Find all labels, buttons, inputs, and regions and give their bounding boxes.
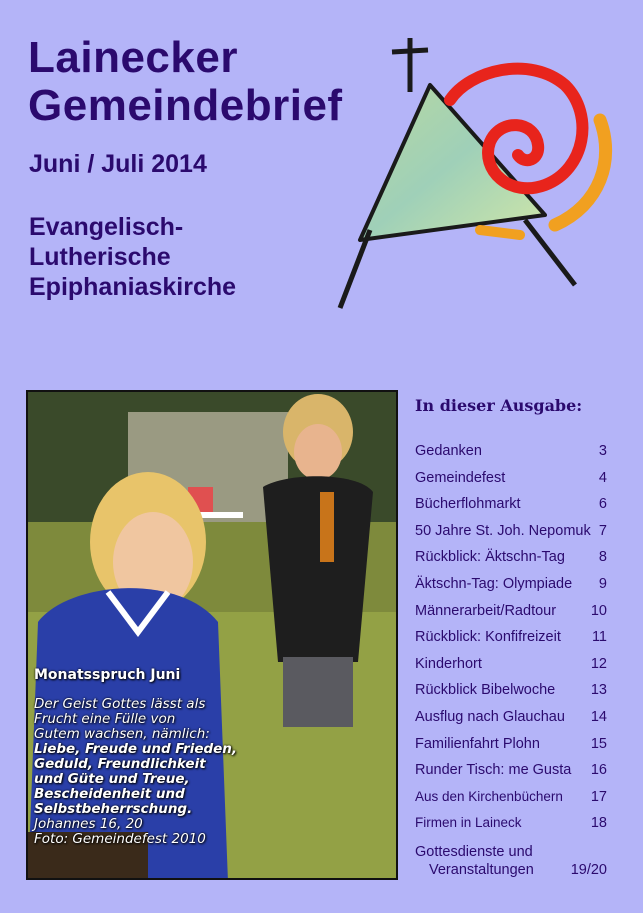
verse-line: Frucht eine Fülle von bbox=[34, 711, 176, 727]
toc-entry[interactable] bbox=[415, 656, 607, 683]
toc-page: 14 bbox=[590, 708, 607, 725]
toc-label: Männerarbeit/Radtour bbox=[415, 602, 557, 619]
toc-label: Bücherflohmarkt bbox=[415, 496, 521, 513]
toc-label: Rückblick: Konfifreizeit bbox=[415, 629, 561, 646]
toc-entry[interactable] bbox=[415, 709, 607, 736]
toc-label: Gottesdienste und bbox=[415, 843, 533, 860]
toc-label: Veranstaltungen bbox=[429, 861, 534, 878]
toc-heading: In dieser Ausgabe: bbox=[415, 396, 583, 415]
toc-label: Kinderhort bbox=[415, 655, 482, 672]
toc-label: 50 Jahre St. Joh. Nepomuk bbox=[415, 522, 591, 539]
photo-credit: Foto: Gemeindefest 2010 bbox=[34, 831, 206, 847]
toc-entry[interactable] bbox=[415, 549, 607, 576]
toc-entry[interactable] bbox=[415, 443, 607, 470]
cross-triangle-spiral-logo bbox=[330, 30, 630, 320]
toc-page: 7 bbox=[598, 522, 607, 539]
toc-page: 17 bbox=[590, 788, 607, 805]
toc-page: 13 bbox=[590, 682, 607, 699]
church-line-2: Lutherische bbox=[29, 243, 171, 271]
toc-label: Familienfahrt Plohn bbox=[415, 735, 540, 752]
toc-page: 15 bbox=[590, 735, 607, 752]
toc-label: Firmen in Laineck bbox=[415, 815, 522, 831]
toc-page: 8 bbox=[598, 549, 607, 566]
toc-page: 9 bbox=[598, 575, 607, 592]
toc-label: Rückblick Bibelwoche bbox=[415, 682, 556, 699]
toc-label: Gedanken bbox=[415, 443, 482, 459]
toc-entry[interactable] bbox=[415, 603, 607, 630]
church-line-3: Epiphaniaskirche bbox=[29, 273, 237, 301]
toc-entry[interactable] bbox=[415, 629, 607, 656]
toc-entry[interactable] bbox=[415, 496, 607, 523]
toc-entry[interactable] bbox=[415, 815, 607, 842]
toc-entry[interactable] bbox=[415, 470, 607, 497]
toc-page: 18 bbox=[590, 815, 607, 832]
toc-label: Aus den Kirchenbüchern bbox=[415, 788, 563, 804]
toc-label: Runder Tisch: me Gusta bbox=[415, 762, 572, 779]
toc-page: 3 bbox=[598, 443, 607, 459]
verse-line: Geduld, Freundlichkeit bbox=[34, 756, 206, 772]
title-line-1: Lainecker bbox=[28, 33, 238, 82]
verse-line: Bescheidenheit und bbox=[34, 786, 185, 802]
toc-page: 12 bbox=[590, 655, 607, 672]
toc-entry-services[interactable] bbox=[415, 843, 607, 879]
newsletter-title bbox=[28, 34, 343, 130]
verse-reference: Johannes 16, 20 bbox=[34, 816, 143, 832]
toc-page: 4 bbox=[598, 469, 607, 486]
toc-entry[interactable] bbox=[415, 762, 607, 789]
issue-date: Juni / Juli 2014 bbox=[29, 150, 207, 178]
church-name bbox=[29, 212, 236, 302]
toc-entry[interactable] bbox=[415, 789, 607, 816]
verse-line: Gutem wachsen, nämlich: bbox=[34, 726, 210, 742]
church-line-1: Evangelisch- bbox=[29, 213, 184, 241]
verse-line: Selbstbeherrschung. bbox=[34, 801, 193, 817]
toc-page: 6 bbox=[598, 496, 607, 513]
verse-line: Liebe, Freude und Frieden, bbox=[34, 741, 238, 757]
toc-label: Rückblick: Äktschn-Tag bbox=[415, 549, 565, 566]
toc-page: 10 bbox=[590, 602, 607, 619]
monthly-verse bbox=[34, 668, 259, 847]
toc-page: 11 bbox=[591, 629, 607, 646]
toc-entry[interactable] bbox=[415, 576, 607, 603]
toc-page: 19/20 bbox=[570, 861, 607, 878]
toc-entry[interactable] bbox=[415, 736, 607, 763]
toc-label: Ausflug nach Glauchau bbox=[415, 708, 565, 725]
toc-label: Äktschn-Tag: Olympiade bbox=[415, 575, 573, 592]
toc-page: 16 bbox=[590, 762, 607, 779]
verse-line: Der Geist Gottes lässt als bbox=[34, 696, 206, 712]
verse-title: Monatsspruch Juni bbox=[34, 667, 181, 683]
toc-entry[interactable] bbox=[415, 523, 607, 550]
toc-label: Gemeindefest bbox=[415, 469, 506, 486]
table-of-contents bbox=[415, 443, 607, 879]
toc-entry[interactable] bbox=[415, 682, 607, 709]
verse-line: und Güte und Treue, bbox=[34, 771, 190, 787]
title-line-2: Gemeindebrief bbox=[28, 81, 343, 130]
